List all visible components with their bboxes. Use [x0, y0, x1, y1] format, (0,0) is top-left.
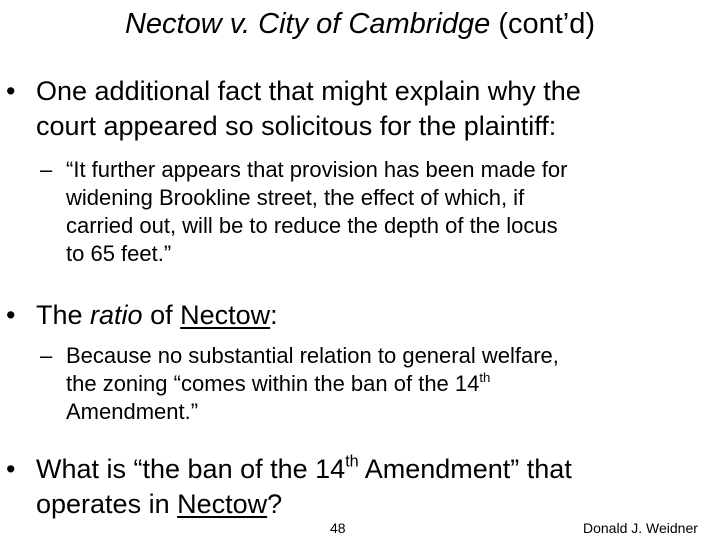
quote-line: widening Brookline street, the effect of which, if: [66, 185, 525, 210]
dash-marker: –: [40, 343, 53, 368]
quote-line: carried out, will be to reduce the depth of the locus: [66, 213, 558, 238]
ratio-sub-line: [66, 370, 559, 398]
ordinal-suffix: th: [345, 452, 359, 471]
ratio-sub-line: Because no substantial relation to general welfare,: [66, 343, 559, 368]
ratio-prefix: The: [36, 300, 83, 330]
question-line: [36, 452, 572, 487]
question-line2-text: operates in: [36, 489, 170, 519]
quote-line: to 65 feet.”: [66, 241, 172, 266]
ratio-word: ratio: [90, 300, 143, 330]
question-line1-suffix: Amendment” that: [358, 454, 572, 484]
slide-number: 48: [330, 520, 346, 536]
case-name: Nectow v. City of Cambridge: [124, 8, 491, 40]
case-name-underlined: Nectow: [177, 489, 268, 519]
dash-marker: –: [40, 157, 53, 182]
ratio-sub-line: Amendment.”: [66, 399, 199, 424]
bullet-line: court appeared so solicitous for the plaintiff:: [36, 111, 557, 141]
slide-title: [0, 6, 720, 42]
question-line: [36, 487, 572, 522]
bullet-marker: •: [6, 76, 16, 106]
question-line1-text: What is “the ban of the 14: [36, 454, 346, 484]
ratio-sub-line2-text: the zoning “comes within the ban of the 14: [66, 371, 480, 396]
footer-author: Donald J. Weidner: [583, 520, 698, 536]
ratio-of: of: [150, 300, 173, 330]
case-name-underlined: Nectow: [180, 300, 271, 330]
title-continued: (cont’d): [498, 8, 596, 40]
ratio-suffix: :: [270, 300, 278, 330]
bullet-line: One additional fact that might explain why the: [36, 76, 581, 106]
question-suffix: ?: [267, 489, 283, 519]
bullet-marker: •: [6, 300, 16, 330]
ordinal-suffix: th: [479, 369, 491, 385]
quote-line: “It further appears that provision has been made for: [66, 157, 568, 182]
bullet-marker: •: [6, 454, 16, 484]
